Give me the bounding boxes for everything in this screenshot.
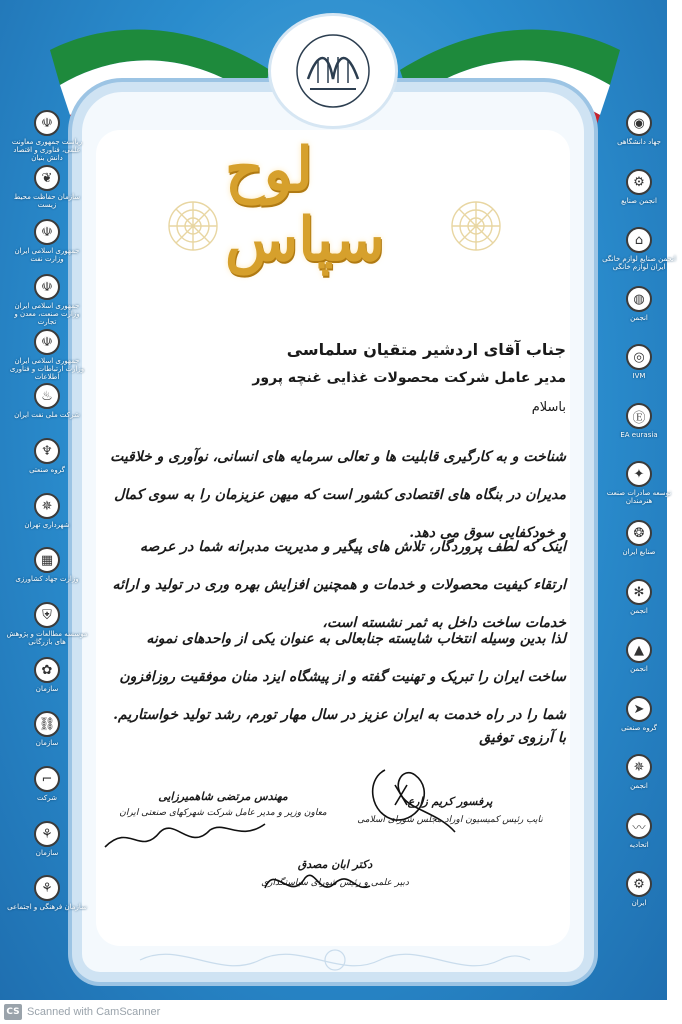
partner-logo-caption: صنایع ایران: [622, 548, 656, 556]
partner-logo-caption: انجمن صنایع لوازم خانگی ایران لوازم خانگی: [602, 255, 676, 271]
partner-logo-caption: جمهوری اسلامی ایران وزارت صنعت، معدن و تجارت: [14, 302, 80, 326]
partner-logo: [4, 438, 90, 500]
leaf-icon: ❦: [34, 165, 60, 191]
partner-logo-caption: ایران: [631, 899, 647, 907]
partner-logo: [596, 461, 682, 523]
partner-logo-caption: سازمان: [35, 739, 59, 747]
partner-logo: [4, 165, 90, 227]
star-icon: ✵: [626, 754, 652, 780]
partner-logo-caption: گروه صنعتی: [621, 724, 657, 732]
ea-icon: Ⓔ: [626, 403, 652, 429]
signature-2-name: پرفسور کریم زارع: [407, 795, 493, 808]
left-logo-column: [4, 110, 90, 970]
partner-logo-caption: سازمان: [35, 685, 59, 693]
signature-3-title: دبیر علمی و رئیس شورای سیاستگذاری: [261, 878, 409, 888]
gear-icon: ⚙: [626, 871, 652, 897]
signature-1-mark: [100, 812, 270, 862]
partner-logo-caption: وزارت جهاد کشاورزی: [15, 575, 79, 583]
recipient-name: جناب آقای اردشیر متقیان سلماسی: [286, 340, 566, 359]
grid-icon: ▦: [34, 547, 60, 573]
partner-logo-caption: جمهوری اسلامی ایران وزارت ارتباطات و فناوری اطلاعات: [9, 357, 85, 381]
tulip-icon: ⚘: [34, 821, 60, 847]
certificate-title: لوح سپاس: [225, 135, 385, 275]
partner-logo: [596, 227, 682, 289]
factory-icon: ▲: [626, 637, 652, 663]
emblem-icon: ☫: [34, 219, 60, 245]
partner-logo-caption: انجمن: [630, 782, 648, 790]
partner-logo-caption: IVM: [632, 372, 646, 380]
signature-3-name: دکتر ابان مصدق: [297, 858, 373, 871]
partner-logo: [4, 383, 90, 445]
partner-logo-caption: شرکت ملی نفت ایران: [14, 411, 80, 419]
signature-1-name: مهندس مرتضی شاهمیرزایی: [158, 790, 288, 803]
partner-logo: [4, 110, 90, 172]
partner-logo: [4, 821, 90, 883]
partner-logo: [596, 286, 682, 348]
seal-text: [328, 71, 338, 72]
partner-logo-caption: انجمن: [630, 607, 648, 615]
partner-logo: [4, 329, 90, 391]
bismillah-seal: [271, 16, 395, 126]
bracket-icon: ⌐: [34, 766, 60, 792]
partner-logo: [4, 274, 90, 336]
partner-logo: [596, 813, 682, 875]
paragraph-3: لذا بدین وسیله انتخاب شایسته جنابعالی به عنوان یکی از واحدهای نمونه ساخت ایران را تبریک و تهنیت گفته و از پیشگاه ایزد منان موفقیت روزافزون شما را در راه خدمت به ایران عزیز در سال مهار تورم، رشد تولید خواستاریم.: [113, 631, 566, 723]
partner-logo: [596, 754, 682, 816]
partner-logo-caption: سازمان فرهنگی و اجتماعی: [7, 903, 87, 911]
swirl-icon: ✻: [626, 579, 652, 605]
partner-logo: [4, 711, 90, 773]
star-icon: ✵: [34, 493, 60, 519]
partner-logo: [4, 547, 90, 609]
partner-logo-caption: گروه صنعتی: [29, 466, 65, 474]
globe-icon: ◍: [626, 286, 652, 312]
right-logo-column: [596, 110, 682, 970]
partner-logo-caption: سازمان حفاظت محیط زیست: [13, 193, 81, 209]
badge-icon: ✦: [626, 461, 652, 487]
torch-icon: ♆: [34, 438, 60, 464]
partner-logo-caption: شرکت: [37, 794, 57, 802]
title-box: [225, 135, 455, 275]
greeting: باسلام: [531, 400, 566, 415]
rosette-left-icon: [165, 198, 221, 254]
gear-icon: ⚙: [626, 169, 652, 195]
partner-logo: [4, 766, 90, 828]
chain-icon: ⛓: [34, 711, 60, 737]
partner-logo: [596, 403, 682, 465]
house-icon: ⌂: [626, 227, 652, 253]
partner-logo: [596, 344, 682, 406]
jihad-icon: ◉: [626, 110, 652, 136]
partner-logo-caption: جهاد دانشگاهی: [617, 138, 661, 146]
partner-logo: [4, 493, 90, 555]
emblem-icon: ☫: [34, 329, 60, 355]
emblem-icon: ☫: [34, 110, 60, 136]
paragraph-1: شناخت و به کارگیری قابلیت ها و تعالی سرمایه های انسانی، نوآوری و خلاقیت مدیران در بنگاه های اقتصادی کشور است که میهن عزیزمان را به سوی کمال و خودکفایی سوق می دهد.: [110, 449, 566, 541]
flame-icon: ♨: [34, 383, 60, 409]
arrow-icon: ➤: [626, 696, 652, 722]
partner-logo-caption: ریاست جمهوری معاونت علمی، فناوری و اقتصاد دانش بنیان: [11, 138, 83, 162]
partner-logo: [596, 871, 682, 933]
partner-logo: [4, 219, 90, 281]
scanner-text: Scanned with CamScanner: [27, 1006, 161, 1018]
signature-3-mark: [255, 858, 375, 908]
recipient-position: مدیر عامل شرکت محصولات غذایی غنچه پرور: [252, 370, 566, 386]
partner-logo: [4, 657, 90, 719]
partner-logo: [596, 520, 682, 582]
partner-logo: [596, 579, 682, 641]
swoosh-icon: 〰: [626, 813, 652, 839]
partner-logo-caption: EA eurasia: [620, 431, 658, 439]
partner-logo-caption: انجمن صنایع: [621, 197, 657, 205]
ring-icon: ❂: [626, 520, 652, 546]
partner-logo: [4, 875, 90, 937]
partner-logo-caption: شهرداری تهران: [24, 521, 70, 529]
bottom-ornament: [140, 940, 530, 980]
signature-1-title: معاون وزیر و مدیر عامل شرکت شهرکهای صنعتی ایران: [119, 808, 327, 818]
paragraph-2: اینک که لطف پروردگار، تلاش های پیگیر و مدیریت مدبرانه شما در عرصه ارتقاء کیفیت محصولات و خدمات و همچنین افزایش بهره وری در تولید و ارائه خدمات ساخت داخل به ثمر نشسته است،: [112, 539, 566, 631]
partner-logo-caption: انجمن: [630, 665, 648, 673]
tulip-icon: ⚘: [34, 875, 60, 901]
flower-icon: ✿: [34, 657, 60, 683]
shield-icon: ⛨: [34, 602, 60, 628]
partner-logo: [4, 602, 90, 664]
ivm-icon: ◎: [626, 344, 652, 370]
partner-logo: [596, 637, 682, 699]
partner-logo: [596, 169, 682, 231]
partner-logo-caption: موسسه مطالعات و پژوهش های بازرگانی: [6, 630, 88, 646]
partner-logo-caption: انجمن: [630, 314, 648, 322]
emblem-icon: ☫: [34, 274, 60, 300]
closing-line: با آرزوی توفیق: [479, 730, 566, 746]
signature-2-title: نایب رئیس کمیسیون اوراد مجلس شورای اسلامی: [357, 815, 543, 825]
partner-logo-caption: سازمان: [35, 849, 59, 857]
camscanner-icon: CS: [4, 1004, 22, 1020]
partner-logo-caption: توسعه صادرات صنعت هنرمندان: [606, 489, 672, 505]
partner-logo: [596, 696, 682, 758]
partner-logo-caption: جمهوری اسلامی ایران وزارت نفت: [14, 247, 80, 263]
scanner-footer: [0, 1000, 667, 1024]
rosette-right-icon: [448, 198, 504, 254]
partner-logo-caption: اتحادیه: [629, 841, 649, 849]
partner-logo: [596, 110, 682, 172]
